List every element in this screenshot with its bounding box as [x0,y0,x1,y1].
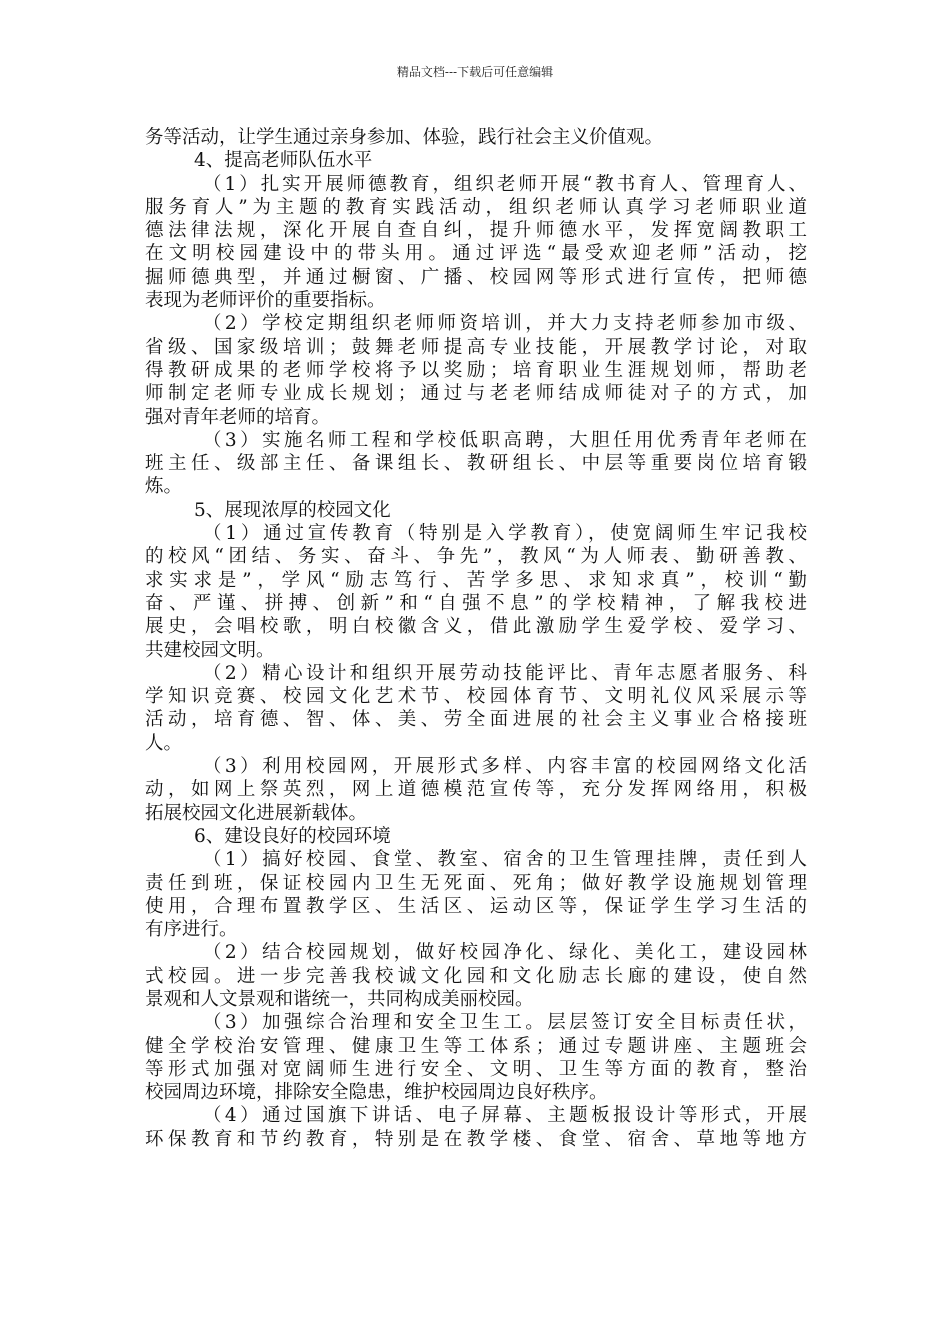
text-line: 等形式加强对宽阔师生进行安全、文明、卫生等方面的教育，整治 [145,1058,807,1080]
text-line: 共建校园文明。 [145,639,275,661]
text-line: 动，如网上祭英烈，网上道德模范宣传等，充分发挥网络用，积极 [145,779,807,801]
text-line: 表现为老师评价的重要指标。 [145,290,386,312]
text-line: 学知识竞赛、校园文化艺术节、校园体育节、文明礼仪风采展示等 [145,686,807,708]
text-line: 奋、严谨、拼搏、创新”和“自强不息”的学校精神，了解我校进 [145,592,807,614]
text-line: 务等活动，让学生通过亲身参加、体验，践行社会主义价值观。 [145,127,664,148]
text-line: （4）通过国旗下讲话、电子屏幕、主题板报设计等形式，开展 [203,1105,807,1127]
text-line: 掘师德典型，并通过橱窗、广播、校园网等形式进行宣传，把师德 [145,266,807,288]
text-line: 责任到班，保证校园内卫生无死面、死角；做好教学设施规划管理 [145,872,807,894]
text-line: 使用，合理布置教学区、生活区、运动区等，保证学生学习生活的 [145,895,807,917]
text-line: 省级、国家级培训；鼓舞老师提高专业技能，开展教学讨论，对取 [145,336,807,358]
text-line: 校园周边环境，排除安全隐患，维护校园周边良好秩序。 [145,1082,608,1104]
text-line: （2）精心设计和组织开展劳动技能评比、青年志愿者服务、科 [203,662,807,684]
text-line: 炼。 [145,476,183,498]
text-line: （3）加强综合治理和安全卫生工。层层签订安全目标责任状， [203,1012,807,1034]
page-header: 精品文档---下载后可任意编辑 [396,65,554,79]
text-line: 式校园。进一步完善我校诚文化园和文化励志长廊的建设，使自然 [145,965,807,987]
text-line: 有序进行。 [145,919,238,941]
text-line: 在文明校园建设中的带头用。通过评选“最受欢迎老师”活动，挖 [145,243,807,265]
text-line: 活动，培育德、智、体、美、劳全面进展的社会主义事业合格接班 [145,709,807,731]
text-line: 得教研成果的老师学校将予以奖励；培育职业生涯规划师，帮助老 [145,359,807,381]
text-line: 健全学校治安管理、健康卫生等工体系；通过专题讲座、主题班会 [145,1035,807,1057]
text-line: （1）通过宣传教育（特别是入学教育），使宽阔师生牢记我校 [203,523,807,545]
text-line: （2）结合校园规划，做好校园净化、绿化、美化工，建设园林 [203,942,807,964]
text-line: 服务育人”为主题的教育实践活动，组织老师认真学习老师职业道 [145,196,807,218]
text-line: （2）学校定期组织老师师资培训，并大力支持老师参加市级、 [203,313,807,335]
text-line: 5、展现浓厚的校园文化 [194,499,391,521]
text-line: 6、建设良好的校园环境 [194,825,391,847]
text-line: 师制定老师专业成长规划；通过与老老师结成师徒对子的方式，加 [145,383,807,405]
text-line: （1）搞好校园、食堂、教室、宿舍的卫生管理挂牌，责任到人 [203,849,807,871]
text-line: 展史，会唱校歌，明白校徽含义，借此激励学生爱学校、爱学习、 [145,616,807,638]
text-line: 求实求是”，学风“励志笃行、苦学多思、求知求真”，校训“勤 [145,569,807,591]
text-line: （3）利用校园网，开展形式多样、内容丰富的校园网络文化活 [203,756,807,778]
text-line: 德法律法规，深化开展自查自纠，提升师德水平，发挥宽阔教职工 [145,220,807,242]
text-line: 的校风“团结、务实、奋斗、争先”，教风“为人师表、勤研善教、 [145,546,807,568]
text-line: 环保教育和节约教育，特别是在教学楼、食堂、宿舍、草地等地方 [145,1128,807,1150]
text-line: 强对青年老师的培育。 [145,406,331,428]
text-line: 班主任、级部主任、备课组长、教研组长、中层等重要岗位培育锻 [145,453,807,475]
text-line: 拓展校园文化进展新载体。 [145,802,368,824]
text-line: 人。 [145,732,183,754]
text-line: 4、提高老师队伍水平 [194,150,373,172]
document-body [145,126,807,1151]
text-line: 景观和人文景观和谐统一，共同构成美丽校园。 [145,988,534,1010]
text-line: （1）扎实开展师德教育，组织老师开展“教书育人、管理育人、 [203,173,807,195]
text-line: （3）实施名师工程和学校低职高聘，大胆任用优秀青年老师在 [203,429,807,451]
